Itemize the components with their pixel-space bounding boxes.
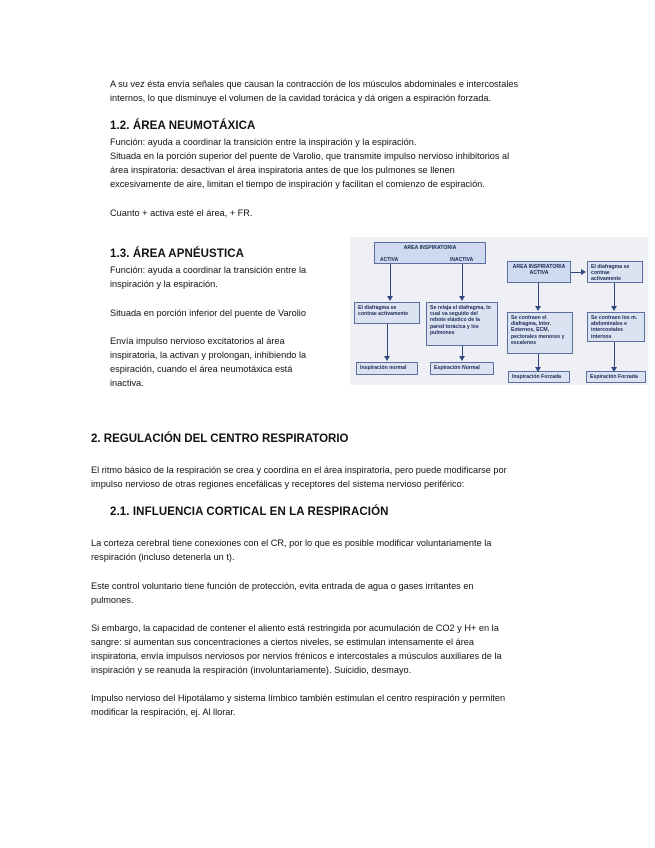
s12-line-2: Situada en la porción superior del puente de Varolio, que transmite impulso nervioso inhibitorios al [110,151,510,161]
connector [571,272,581,273]
s13-send-1: Envía impulso nervioso excitatorios al área [110,336,285,346]
diaphragm-relaxes-box [426,302,498,346]
connector [390,264,391,297]
section-2-title: 2. REGULACIÓN DEL CENTRO RESPIRATORIO [91,433,349,445]
diaphragm-right-box [587,261,643,283]
connector [538,354,539,368]
s12-line-4: excesivamente de aire, limitan el tiempo de inspiración y facilitan el comienzo de espiración. [110,179,485,189]
s21-p1-line-2: respiración (incluso detenerla un t). [91,552,235,562]
s21-p4-line-1: Impulso nervioso del Hipotálamo y sistema límbico también estimulan el centro respiración y permiten [91,693,506,703]
s21-p3-line-3: inspiratoria, envía impulsos nerviosos por nervios frénicos e intercostales a músculos auxiliares de la [91,651,502,661]
s21-p1-line-1: La corteza cerebral tiene conexiones con el CR, por lo que es posible modificar voluntariamente la [91,538,492,548]
diaphragm-relaxes-label: Se relaja el diafragma, lo cual va seguido del rebote elástico de la pared torácica y los pulmones [430,305,491,336]
connector [614,342,615,368]
forced-inspiration-box [508,371,570,383]
left-header-label: AREA INSPIRATORIA [403,245,457,251]
s12-line-3: área inspiratoria: desactivan el área inspiratoria antes de que los pulmones se llenen [110,165,455,175]
inactiva-label: INACTIVA [450,257,474,263]
accessory-muscles-box [507,312,573,354]
diaphragm-contracts-label: El diafragma se contrae activamente [358,305,409,318]
section-1-3-title: 1.3. ÁREA APNÉUSTICA [110,248,245,260]
activa-label: ACTIVA [380,257,399,263]
s13-func-1: Función: ayuda a coordinar la transición entre la [110,265,307,275]
arrow [581,269,586,275]
s21-p3-line-4: inspiración y se reanuda la respiración (involuntariamente). Suicidio, desmayo. [91,665,412,675]
connector [614,283,615,307]
forced-expiration-box [586,371,646,383]
s13-send-3: espiración, cuando el área neumotáxica está [110,364,293,374]
normal-expiration-box [430,362,494,375]
normal-expiration-label: Espiración Normal [434,365,480,371]
normal-inspiration-box [356,362,418,375]
diaphragm-right-label: El diafragma se contrae activamente [591,264,630,283]
s12-note: Cuanto + activa esté el área, + FR. [110,208,253,218]
arrow [387,296,393,301]
respiration-flow-diagram [350,237,648,385]
forced-inspiration-label: Inspiración Forzada [512,374,562,380]
s21-p4-line-2: modificar la respiración, ej. Al llorar. [91,707,236,717]
accessory-muscles-label: Se contraen el diafragma, Inter. Externos, ECM, pectorales menores y escalenos [511,315,565,346]
s21-p2-line-2: pulmones. [91,595,134,605]
right-header-label: AREA INSPIRATORIA ACTIVA [512,264,566,277]
section-1-2-title: 1.2. ÁREA NEUMOTÁXICA [110,120,256,132]
section-2-1-title: 2.1. INFLUENCIA CORTICAL EN LA RESPIRACIÓN [110,506,389,518]
arrow [459,356,465,361]
arrow [459,296,465,301]
s13-func-2: inspiración y la espiración. [110,279,218,289]
forced-expiration-label: Espiración Forzada [590,374,638,380]
s13-send-2: inspiratoria, la activan y prolongan, inhibiendo la [110,350,307,360]
s13-send-4: inactiva. [110,378,144,388]
intro-line-1: A su vez ésta envía señales que causan la contracción de los músculos abdominales e intercostales [110,79,519,89]
s21-p3-line-2: sangre: si aumentan sus concentraciones a ciertos niveles, se estimulan intensamente el área [91,637,475,647]
s21-p3-line-1: Si embargo, la capacidad de contener el aliento está restringida por acumulación de CO2 y H+ en la [91,623,499,633]
arrow [611,306,617,311]
s2-line-2: impulso nervioso de otras regiones encefálicas y receptores del sistema nervioso periférico: [91,479,465,489]
s12-line-1: Función: ayuda a coordinar la transición entre la inspiración y la espiración. [110,137,417,147]
internal-muscles-box [587,312,645,342]
internal-muscles-label: Se contraen los m. abdominales e intercostales internos [591,315,638,340]
connector [462,264,463,297]
normal-inspiration-label: Inspiración normal [360,365,407,371]
s21-p2-line-1: Este control voluntario tiene función de protección, evita entrada de agua o gases irritantes en [91,581,474,591]
connector [538,283,539,307]
arrow [384,356,390,361]
connector [387,324,388,357]
intro-line-2: internos, lo que disminuye el volumen de la cavidad torácica y dá origen a espiración forzada. [110,93,491,103]
s13-location: Situada en porción inferior del puente de Varolio [110,308,306,318]
diaphragm-contracts-box [354,302,420,324]
s2-line-1: El ritmo básico de la respiración se crea y coordina en el área inspiratoria, pero puede modificarse por [91,465,507,475]
right-header-box [507,261,571,283]
arrow [535,306,541,311]
